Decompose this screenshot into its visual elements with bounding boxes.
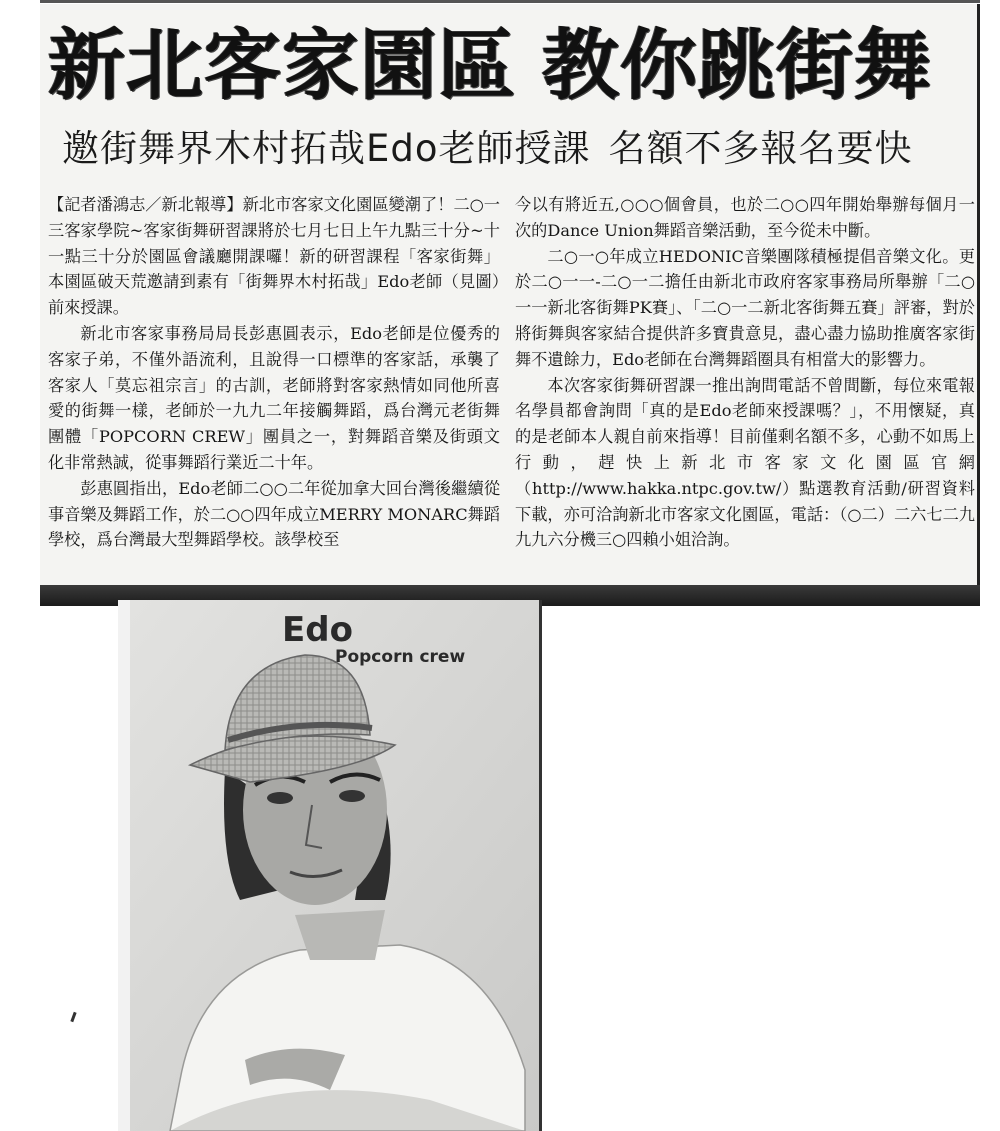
paragraph-registration: 本次客家街舞研習課一推出詢問電話不曾間斷，每位來電報名學員都會詢問「真的是Edo老師來授課嗎？」，不用懷疑，真的是老師本人親自前來指導！目前僅剩名額不多，心動不如馬上行動，趕快上新北市客家文化園區官網（http://www.hakka.ntpc.gov.tw/）點選教育活動/研習資料下載，亦可洽詢新北市客家文化園區，電話：（○二）二六七二九九九六分機三○四賴小姐洽詢。	[515, 375, 975, 550]
clipping-top-rule	[40, 0, 980, 3]
photo-margin	[118, 600, 130, 1131]
paragraph-byline-intro: 【記者潘鴻志／新北報導】新北市客家文化園區變潮了！二○一三客家學院~客家街舞研習課將於七月七日上午九點三十分~十一點三十分於園區會議廳開課囉！新的研習課程「客家街舞」本園區破天荒邀請到素有「街舞界木村拓哉」Edo老師（見圖）前來授課。	[48, 195, 500, 318]
headline-part1: 新北客家園區	[48, 22, 516, 111]
photo-caption-crew: Popcorn crew	[335, 647, 466, 667]
teacher-portrait-illustration	[130, 600, 542, 1131]
paragraph-career: 彭惠圓指出，Edo老師二○○二年從加拿大回台灣後繼續從事音樂及舞蹈工作，於二○○四年成立MERRY MONARC舞蹈學校，爲台灣最大型舞蹈學校。該學校至	[48, 478, 500, 550]
paragraph-hedonic: 二○一○年成立HEDONIC音樂團隊積極提倡音樂文化。更於二○一一-二○一二擔任由新北市政府客家事務局所舉辦「二○一一新北客街舞PK賽」、「二○一二新北客街舞五賽」評審，對於將街舞與客家結合提供許多寶貴意見，盡心盡力協助推廣客家街舞不遺餘力，Edo老師在台灣舞蹈圈具有相當大的影響力。	[515, 246, 975, 369]
subheadline-part2: 名額不多報名要快	[608, 127, 913, 170]
teacher-photo	[130, 600, 542, 1131]
scan-speck	[70, 1012, 76, 1022]
paragraph-director-quote: 新北市客家事務局局長彭惠圓表示，Edo老師是位優秀的客家子弟，不僅外語流利，且說得一口標準的客家話，承襲了客家人「莫忘祖宗言」的古訓，老師將對客家熱情如同他所喜愛的街舞一樣，老師於一九九二年接觸舞蹈，爲台灣元老街舞團體「POPCORN CREW」團員之一，對舞蹈音樂及街頭文化非常熱誠，從事舞蹈行業近二十年。	[48, 323, 500, 472]
headline-part2: 教你跳街舞	[542, 22, 932, 111]
subheadline-part1: 邀街舞界木村拓哉Edo老師授課	[62, 127, 591, 170]
subheadline	[62, 122, 962, 176]
article-column-2	[515, 192, 975, 553]
paragraph-members: 今以有將近五,○○○個會員，也於二○○四年開始舉辦每個月一次的Dance Union舞蹈音樂活動，至今從未中斷。	[515, 195, 975, 240]
photo-caption-name: Edo	[282, 610, 353, 650]
article-column-1	[48, 192, 500, 553]
headline	[48, 14, 968, 119]
